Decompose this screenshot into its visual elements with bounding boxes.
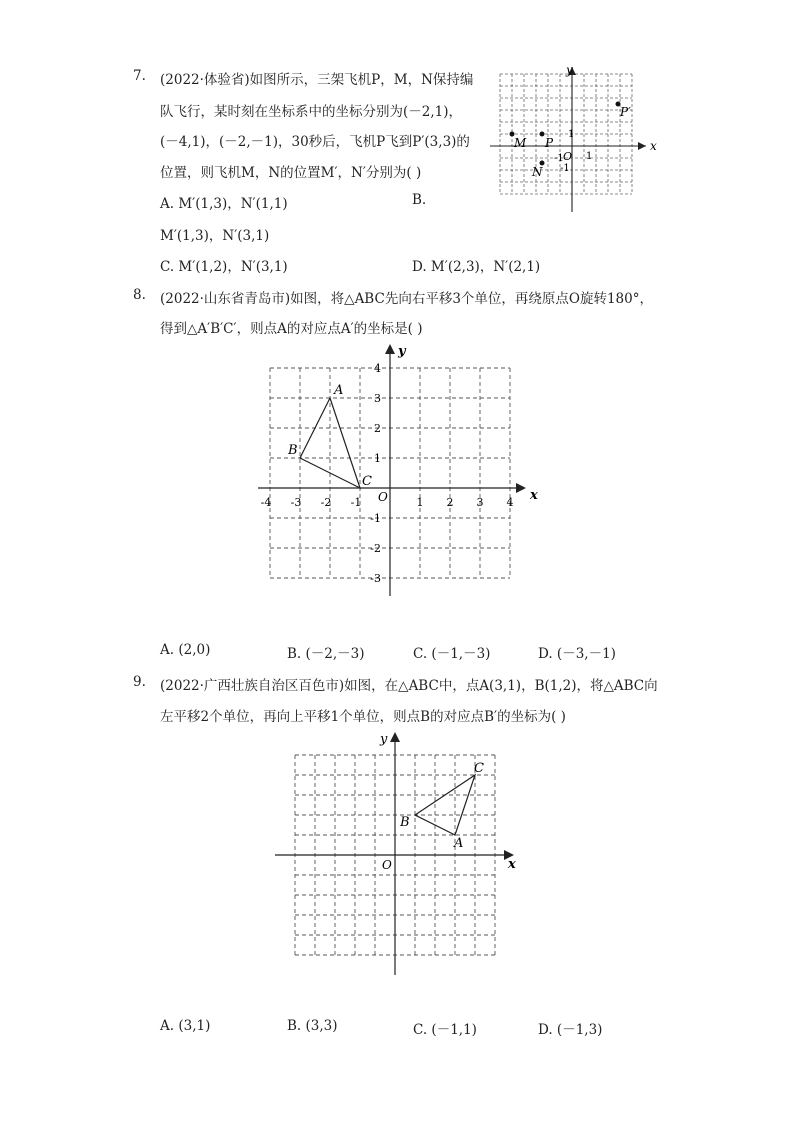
q8-y-tick: -2 <box>370 542 381 555</box>
q8-x-tick: -1 <box>350 496 362 509</box>
q7-line3: (－4,1)，(－2,－1)，30秒后，飞机P飞到P′(3,3)的 <box>160 134 470 150</box>
q9-label-c: C <box>474 761 484 776</box>
q7-option-d[interactable]: D. M′(2,3)，N′(2,1) <box>412 259 541 275</box>
q9-option-c[interactable]: C. (－1,1) <box>413 1022 477 1038</box>
q8-y-tick: -3 <box>370 572 381 585</box>
q9-label-b: B <box>400 815 410 830</box>
q7-option-b[interactable]: B. <box>412 192 427 208</box>
q9-line1: (2022·广西壮族自治区百色市)如图，在△ABC中，点A(3,1)，B(1,2)，将△ABC向 <box>160 678 658 694</box>
q9-triangle-abc <box>415 775 475 835</box>
q7-option-c[interactable]: C. M′(1,2)，N′(3,1) <box>160 259 288 275</box>
q8-x-tick: 4 <box>506 496 514 509</box>
q7-label-p-prime: P′ <box>620 105 631 119</box>
q7-origin-label: O <box>563 150 573 163</box>
q7-option-b-continued: M′(1,3)，N′(3,1) <box>160 228 270 244</box>
q7-line2: 队飞行，某时刻在坐标系中的坐标分别为(－2,1)， <box>160 104 463 120</box>
q8-x-tick: -2 <box>320 496 332 509</box>
q7-x-label: x <box>650 139 657 153</box>
q8-y-tick: -1 <box>370 512 381 525</box>
q9-option-a[interactable]: A. (3,1) <box>160 1018 211 1034</box>
q9-option-d[interactable]: D. (－1,3) <box>538 1022 603 1038</box>
q8-y-label: y <box>398 344 406 359</box>
q7-number: 7. <box>133 68 146 84</box>
q8-x-tick: 3 <box>476 496 484 509</box>
q8-option-a[interactable]: A. (2,0) <box>160 642 211 658</box>
q8-origin-label: O <box>378 490 388 504</box>
q8-x-tick: -4 <box>260 496 272 509</box>
q7-label-m: M <box>514 136 527 150</box>
q7-label-n: N <box>532 165 543 179</box>
q8-x-label: x <box>530 488 538 503</box>
q9-line2: 左平移2个单位，再向上平移1个单位，则点B的对应点B′的坐标为( ) <box>160 709 566 725</box>
q9-figure <box>270 728 526 978</box>
q8-y-tick: 2 <box>374 422 381 435</box>
q8-number: 8. <box>133 287 146 303</box>
q9-y-label: y <box>380 732 388 747</box>
q8-x-tick: 1 <box>416 496 424 509</box>
q8-y-tick: 4 <box>374 362 381 375</box>
q8-option-b[interactable]: B. (－2,－3) <box>287 646 365 662</box>
q9-origin-label: O <box>382 858 392 872</box>
q9-option-b[interactable]: B. (3,3) <box>287 1018 338 1034</box>
q8-line2: 得到△A′B′C′，则点A的对应点A′的坐标是( ) <box>160 321 423 337</box>
q8-label-c: C <box>362 474 372 489</box>
q7-tick-neg1: -1 <box>554 153 564 164</box>
q7-y-label: y <box>566 63 573 77</box>
q7-line4: 位置，则飞机M，N的位置M′，N′分别为( ) <box>160 165 422 181</box>
q7-tick-y1: 1 <box>568 129 575 140</box>
q7-tick-1: 1 <box>586 151 593 162</box>
q9-number: 9. <box>133 674 146 690</box>
q7-label-p: P <box>545 136 554 150</box>
q7-option-a[interactable]: A. M′(1,3)，N′(1,1) <box>160 196 288 212</box>
q9-label-a: A <box>454 836 464 851</box>
q7-line1: (2022·体验省)如图所示，三架飞机P，M，N保持编 <box>160 72 474 88</box>
q8-label-b: B <box>288 443 298 458</box>
q8-y-tick: 3 <box>374 392 381 405</box>
q7-tick-yneg1: -1 <box>560 163 570 174</box>
q8-line1: (2022·山东省青岛市)如图，将△ABC先向右平移3个单位，再绕原点O旋转180°， <box>160 291 653 307</box>
q7-figure <box>480 62 670 220</box>
q7-point-p <box>540 132 545 137</box>
q8-option-c[interactable]: C. (－1,－3) <box>413 646 491 662</box>
q8-option-d[interactable]: D. (－3,－1) <box>538 646 616 662</box>
q8-figure <box>250 338 550 606</box>
q8-y-tick: 1 <box>374 452 381 465</box>
q8-label-a: A <box>334 383 344 398</box>
q8-x-tick: 2 <box>446 496 454 509</box>
q9-x-label: x <box>508 857 516 872</box>
q8-x-tick: -3 <box>290 496 302 509</box>
